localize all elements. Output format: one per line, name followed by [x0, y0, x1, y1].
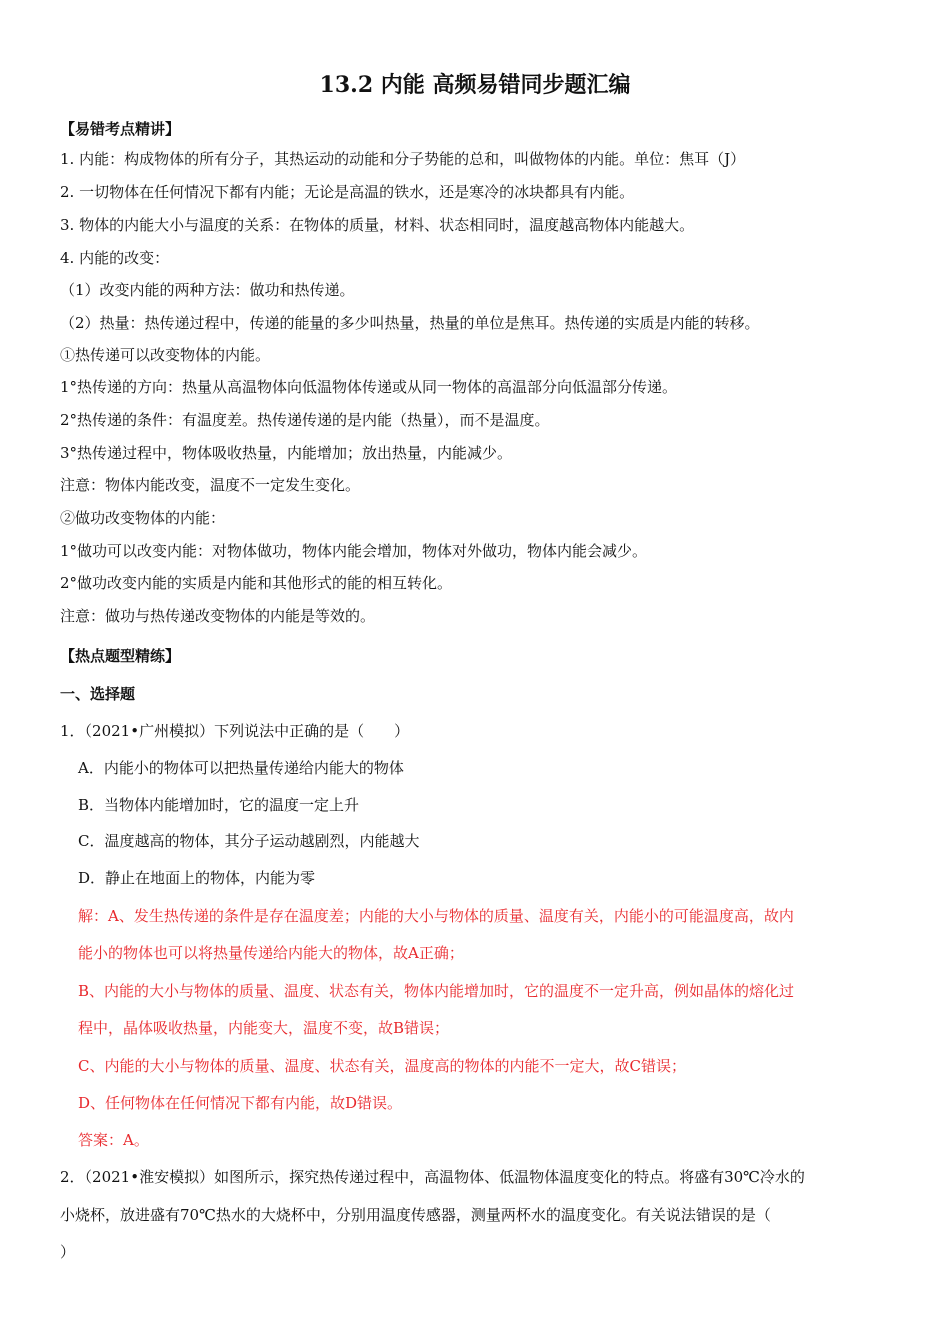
answer: 答案：A。 [78, 1131, 149, 1149]
solution-line: 能小的物体也可以将热量传递给内能大的物体，故A正确； [78, 944, 464, 962]
point-line: ①热传递可以改变物体的内能。 [60, 346, 271, 364]
point-line: 注意：物体内能改变，温度不一定发生变化。 [60, 476, 361, 494]
point-line: （2）热量：热传递过程中，传递的能量的多少叫热量，热量的单位是焦耳。热传递的实质是内能的转移。 [60, 314, 760, 332]
question-2-line: 2．（2021•淮安模拟）如图所示，探究热传递过程中，高温物体、低温物体温度变化的特点。将盛有30℃冷水的 [60, 1168, 805, 1186]
question-2-line: ） [60, 1243, 76, 1261]
point-line: 1°热传递的方向：热量从高温物体向低温物体传递或从同一物体的高温部分向低温部分传递。 [60, 378, 678, 396]
point-line: ②做功改变物体的内能： [60, 509, 226, 527]
solution-line: C、内能的大小与物体的质量、温度、状态有关，温度高的物体的内能不一定大，故C错误； [78, 1057, 686, 1075]
solution-line: D、任何物体在任何情况下都有内能，故D错误。 [78, 1094, 403, 1112]
point-line: 注意：做功与热传递改变物体的内能是等效的。 [60, 607, 376, 625]
question-2-line: 小烧杯，放进盛有70℃热水的大烧杯中，分别用温度传感器，测量两杯水的温度变化。有关说法错误的是（ [60, 1206, 771, 1224]
point-line: 1. 内能：构成物体的所有分子，其热运动的动能和分子势能的总和，叫做物体的内能。单位：焦耳（J） [60, 150, 746, 168]
solution-line: 程中，晶体吸收热量，内能变大，温度不变，故B错误； [78, 1019, 450, 1037]
question-1-option-b: B．当物体内能增加时，它的温度一定上升 [78, 796, 360, 814]
point-line: 4. 内能的改变： [60, 249, 170, 267]
question-1-option-c: C．温度越高的物体，其分子运动越剧烈，内能越大 [78, 832, 420, 850]
point-line: 1°做功可以改变内能：对物体做功，物体内能会增加，物体对外做功，物体内能会减少。 [60, 542, 648, 560]
point-line: 2°热传递的条件：有温度差。热传递传递的是内能（热量），而不是温度。 [60, 411, 550, 429]
solution-line: B、内能的大小与物体的质量、温度、状态有关，物体内能增加时，它的温度不一定升高，例如晶体的熔化过 [78, 982, 795, 1000]
subsection-heading: 一、选择题 [60, 685, 136, 703]
question-1-option-a: A．内能小的物体可以把热量传递给内能大的物体 [78, 759, 404, 777]
section-header-practice: 【热点题型精练】 [60, 647, 181, 665]
page-title: 13.2 内能 高频易错同步题汇编 [319, 72, 631, 98]
point-line: 2. 一切物体在任何情况下都有内能；无论是高温的铁水，还是寒冷的冰块都具有内能。 [60, 183, 635, 201]
point-line: （1）改变内能的两种方法：做功和热传递。 [60, 281, 355, 299]
point-line: 2°做功改变内能的实质是内能和其他形式的能的相互转化。 [60, 574, 453, 592]
solution-line: 解：A、发生热传递的条件是存在温度差；内能的大小与物体的质量、温度有关，内能小的可能温度高，故内 [78, 907, 794, 925]
question-1-option-d: D．静止在地面上的物体，内能为零 [78, 869, 316, 887]
section-header-key-points: 【易错考点精讲】 [60, 120, 181, 138]
point-line: 3. 物体的内能大小与温度的关系：在物体的质量，材料、状态相同时，温度越高物体内能越大。 [60, 216, 695, 234]
question-1-stem: 1．（2021•广州模拟）下列说法中正确的是（ ） [60, 722, 410, 740]
point-line: 3°热传递过程中，物体吸收热量，内能增加；放出热量，内能减少。 [60, 444, 513, 462]
